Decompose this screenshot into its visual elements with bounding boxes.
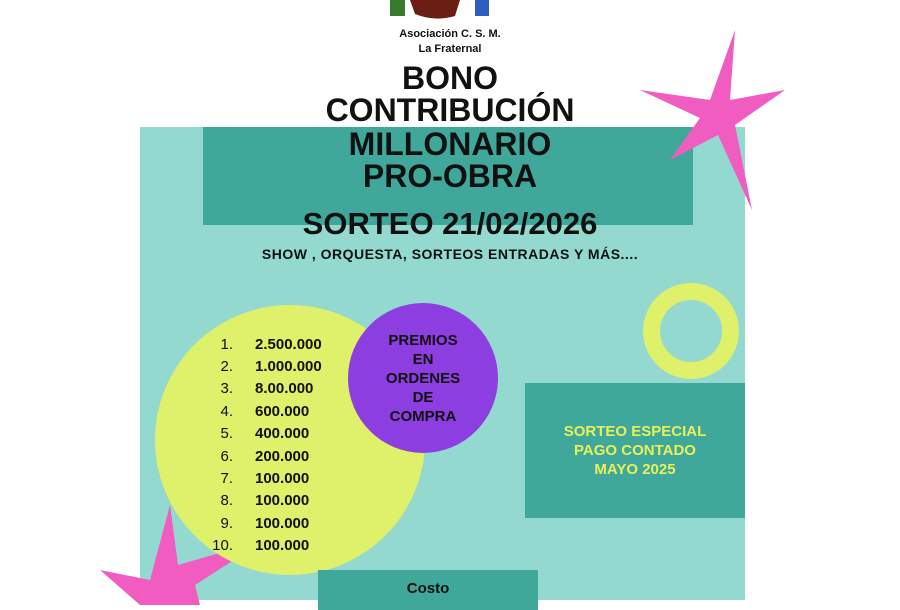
prize-rank: 2. [220, 358, 233, 376]
prize-rank: 4. [220, 402, 233, 420]
org-subname: La Fraternal [418, 43, 482, 55]
ring-decoration [643, 283, 739, 379]
org-name: Asociación C. S. M. [399, 28, 501, 40]
special-draw-box: SORTEO ESPECIAL PAGO CONTADO MAYO 2025 [525, 383, 745, 518]
prize-item [205, 467, 322, 489]
prize-item [205, 355, 322, 377]
prize-item [205, 378, 322, 400]
title-line4: PRO-OBRA [362, 158, 538, 194]
prize-rank: 9. [220, 514, 233, 532]
subtitle: SHOW , ORQUESTA, SORTEOS ENTRADAS Y MÁS.... [261, 246, 639, 262]
title-line1: BONO [402, 60, 498, 96]
prize-rank: 3. [220, 380, 233, 398]
title-line3: MILLONARIO [348, 126, 552, 162]
premios-note: PREMIOS EN ORDENES DE COMPRA [348, 303, 498, 453]
title-line2: CONTRIBUCIÓN [325, 92, 575, 128]
draw-date: SORTEO 21/02/2026 [302, 206, 598, 241]
prize-list [205, 333, 322, 557]
prize-amount: 100.000 [255, 492, 310, 510]
prize-amount: 8.00.000 [255, 380, 314, 398]
cost-label: Costo [318, 570, 538, 610]
prize-item [205, 400, 322, 422]
prize-amount: 100.000 [255, 470, 310, 488]
prize-rank: 8. [220, 492, 233, 510]
prize-rank: 6. [220, 447, 233, 465]
prize-rank: 10. [212, 537, 233, 555]
prize-amount: 400.000 [255, 425, 310, 443]
prize-item [205, 490, 322, 512]
prize-item [205, 512, 322, 534]
logo [390, 0, 490, 20]
prize-amount: 600.000 [255, 402, 310, 420]
prize-rank: 5. [220, 425, 233, 443]
prize-item [205, 445, 322, 467]
prize-amount: 1.000.000 [255, 358, 322, 376]
prize-item [205, 333, 322, 355]
prize-rank: 7. [220, 470, 233, 488]
prize-amount: 100.000 [255, 514, 310, 532]
prize-rank: 1. [220, 335, 233, 353]
prize-item [205, 535, 322, 557]
prize-amount: 2.500.000 [255, 335, 322, 353]
prize-item [205, 423, 322, 445]
prize-amount: 100.000 [255, 537, 310, 555]
prize-amount: 200.000 [255, 447, 310, 465]
